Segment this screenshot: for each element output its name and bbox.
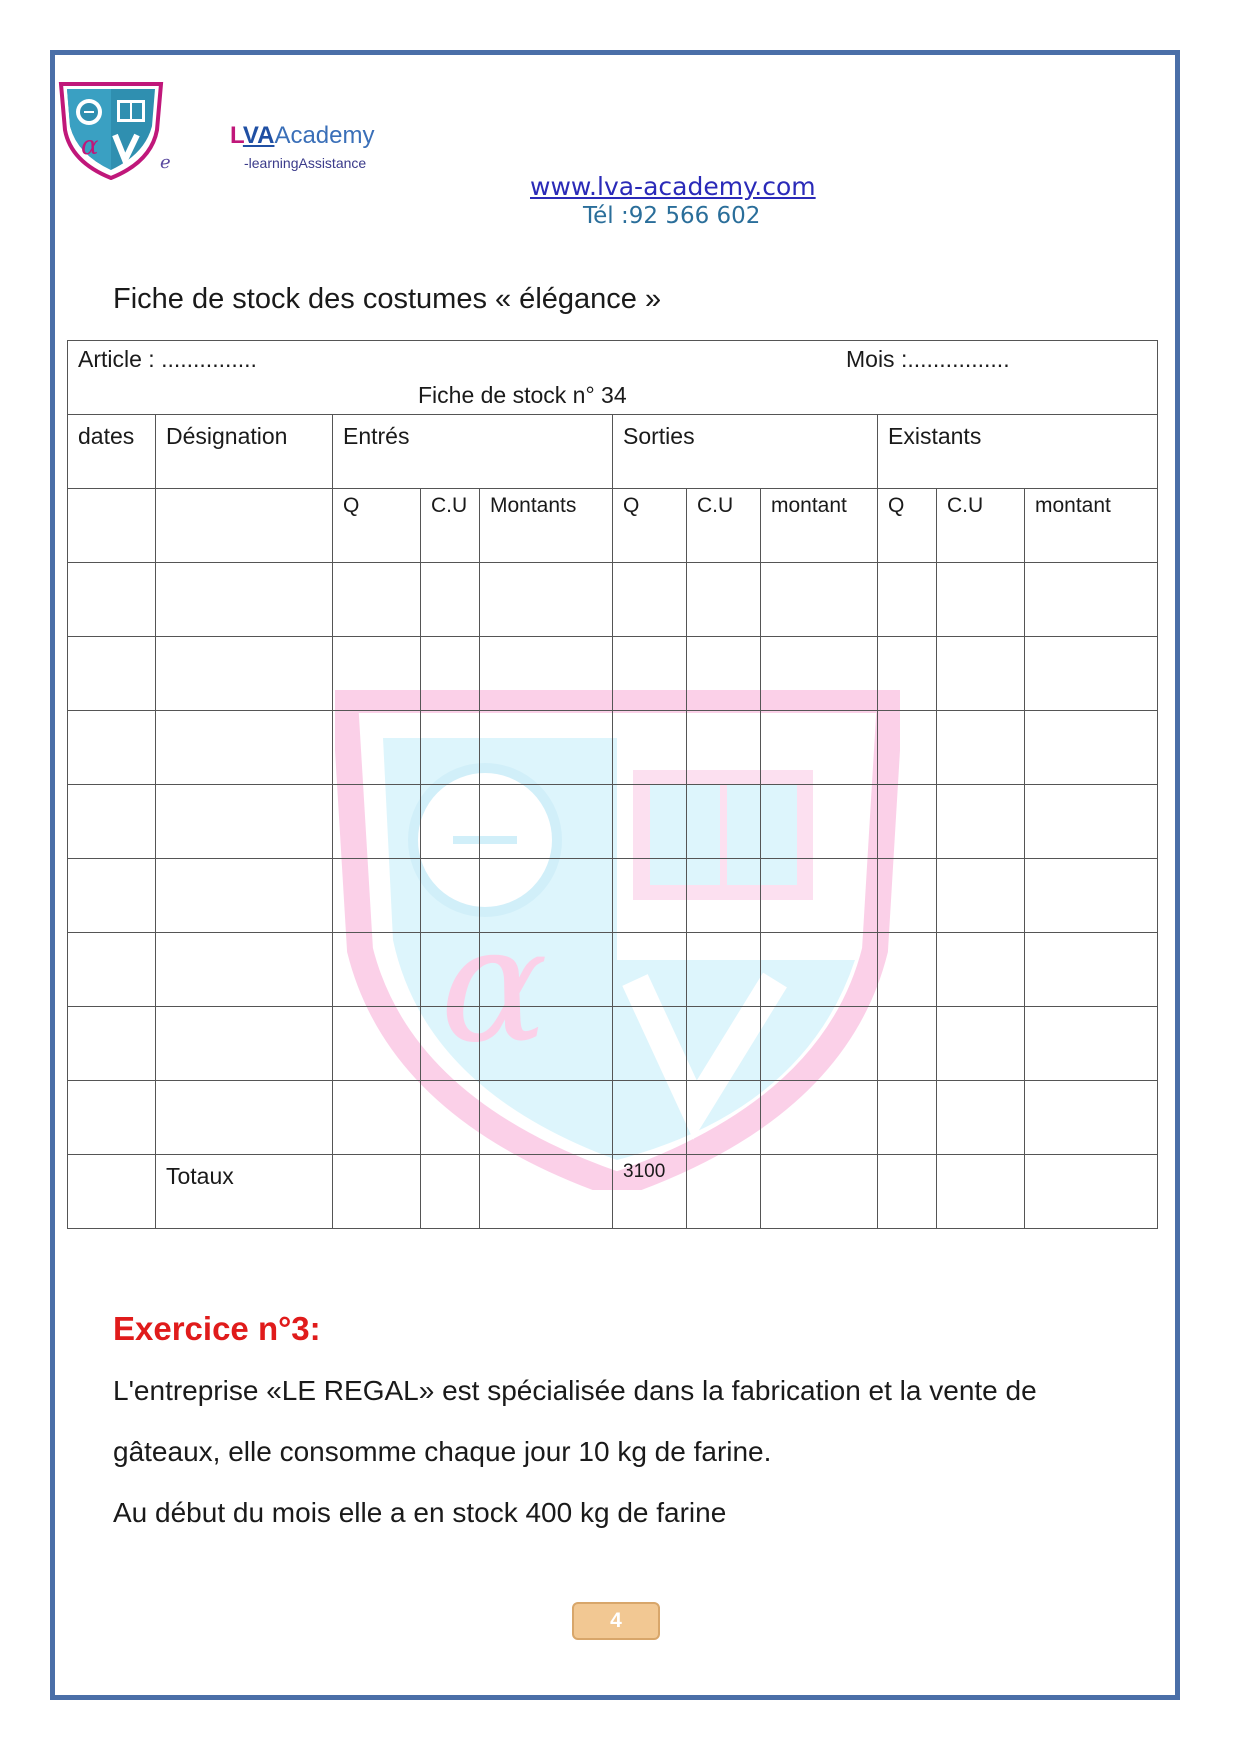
article-month-cell bbox=[68, 341, 1158, 415]
table-cell bbox=[687, 785, 761, 859]
table-cell bbox=[68, 1155, 156, 1229]
table-row bbox=[68, 1081, 1158, 1155]
table-cell bbox=[421, 1081, 480, 1155]
table-cell bbox=[687, 1007, 761, 1081]
table-cell bbox=[480, 563, 613, 637]
table-cell bbox=[937, 711, 1025, 785]
table-cell bbox=[156, 1081, 333, 1155]
table-cell bbox=[937, 1081, 1025, 1155]
table-header-row bbox=[68, 341, 1158, 415]
lva-academy-logo-icon bbox=[55, 80, 167, 180]
table-cell bbox=[613, 637, 687, 711]
table-cell bbox=[480, 785, 613, 859]
table-cell bbox=[1025, 711, 1158, 785]
exercise-line-3: Au début du mois elle a en stock 400 kg de farine bbox=[113, 1497, 727, 1528]
sorties-q-header: Q bbox=[613, 489, 687, 563]
stock-card-table bbox=[67, 340, 1158, 1229]
brand-academy: Academy bbox=[274, 122, 375, 149]
table-cell bbox=[333, 563, 421, 637]
table-cell bbox=[480, 711, 613, 785]
logo-letter-e: e bbox=[160, 152, 171, 173]
brand-tagline: -learningAssistance bbox=[244, 155, 367, 171]
table-body bbox=[68, 563, 1158, 1155]
svg-text:α: α bbox=[440, 891, 549, 1078]
table-cell bbox=[421, 785, 480, 859]
table-cell bbox=[333, 859, 421, 933]
table-cell bbox=[937, 1155, 1025, 1229]
table-cell bbox=[421, 859, 480, 933]
table-cell bbox=[761, 933, 878, 1007]
table-cell bbox=[68, 859, 156, 933]
table-cell bbox=[687, 1155, 761, 1229]
table-cell bbox=[333, 1155, 421, 1229]
table-cell bbox=[68, 563, 156, 637]
table-cell bbox=[421, 563, 480, 637]
table-cell bbox=[480, 1155, 613, 1229]
table-cell bbox=[68, 933, 156, 1007]
table-cell bbox=[761, 637, 878, 711]
table-cell bbox=[68, 1081, 156, 1155]
table-cell bbox=[761, 1155, 878, 1229]
table-cell bbox=[878, 1007, 937, 1081]
table-cell bbox=[156, 563, 333, 637]
table-cell bbox=[156, 859, 333, 933]
table-cell bbox=[937, 563, 1025, 637]
dates-header: dates bbox=[68, 415, 156, 489]
table-cell bbox=[480, 637, 613, 711]
table-cell bbox=[480, 1081, 613, 1155]
group-header-row bbox=[68, 415, 1158, 489]
table-cell bbox=[421, 933, 480, 1007]
table-cell bbox=[1025, 933, 1158, 1007]
table-row bbox=[68, 563, 1158, 637]
sorties-cu-header: C.U bbox=[687, 489, 761, 563]
table-cell bbox=[1025, 1007, 1158, 1081]
table-cell bbox=[333, 785, 421, 859]
table-cell bbox=[1025, 1081, 1158, 1155]
table-cell bbox=[687, 637, 761, 711]
table-cell bbox=[421, 711, 480, 785]
table-cell bbox=[761, 563, 878, 637]
table-cell bbox=[878, 563, 937, 637]
table-cell bbox=[156, 637, 333, 711]
table-cell bbox=[1025, 1155, 1158, 1229]
table-cell bbox=[333, 637, 421, 711]
table-cell bbox=[333, 1081, 421, 1155]
table-cell bbox=[1025, 785, 1158, 859]
totals-label: Totaux bbox=[156, 1155, 333, 1229]
table-cell bbox=[878, 859, 937, 933]
sorties-header: Sorties bbox=[613, 415, 878, 489]
table-cell bbox=[156, 711, 333, 785]
website-link[interactable]: www.lva-academy.com bbox=[530, 172, 816, 201]
sub-header-row bbox=[68, 489, 1158, 563]
existants-q-header: Q bbox=[878, 489, 937, 563]
exercise-line-2: gâteaux, elle consomme chaque jour 10 kg de farine. bbox=[113, 1436, 772, 1467]
table-cell bbox=[156, 933, 333, 1007]
existants-montant-header: montant bbox=[1025, 489, 1158, 563]
table-cell bbox=[480, 859, 613, 933]
table-cell bbox=[68, 1007, 156, 1081]
existants-header: Existants bbox=[878, 415, 1158, 489]
table-cell bbox=[1025, 859, 1158, 933]
svg-text:α: α bbox=[81, 131, 99, 161]
table-cell bbox=[613, 563, 687, 637]
page-number-badge: 4 bbox=[572, 1602, 660, 1640]
table-cell bbox=[937, 637, 1025, 711]
table-cell bbox=[937, 1007, 1025, 1081]
table-cell bbox=[937, 859, 1025, 933]
designation-header: Désignation bbox=[156, 415, 333, 489]
table-cell bbox=[878, 785, 937, 859]
table-cell bbox=[761, 711, 878, 785]
table-cell bbox=[333, 933, 421, 1007]
entres-cu-header: C.U bbox=[421, 489, 480, 563]
table-cell bbox=[761, 1081, 878, 1155]
table-cell bbox=[761, 859, 878, 933]
table-cell bbox=[68, 489, 156, 563]
stock-card-number: Fiche de stock n° 34 bbox=[418, 382, 627, 408]
table-cell bbox=[480, 933, 613, 1007]
table-row bbox=[68, 933, 1158, 1007]
table-cell bbox=[878, 711, 937, 785]
brand-name bbox=[230, 122, 375, 150]
table-cell bbox=[687, 711, 761, 785]
table-cell bbox=[480, 1007, 613, 1081]
document-title: Fiche de stock des costumes « élégance » bbox=[113, 283, 662, 315]
table-row bbox=[68, 637, 1158, 711]
table-cell bbox=[687, 933, 761, 1007]
table-cell bbox=[687, 859, 761, 933]
table-cell bbox=[421, 1007, 480, 1081]
table-cell bbox=[878, 1081, 937, 1155]
table-cell bbox=[1025, 637, 1158, 711]
table-row bbox=[68, 785, 1158, 859]
table-cell bbox=[156, 489, 333, 563]
brand-letters-va: VA bbox=[242, 122, 275, 149]
entres-q-header: Q bbox=[333, 489, 421, 563]
table-cell bbox=[613, 785, 687, 859]
table-cell bbox=[333, 1007, 421, 1081]
month-label: Mois :................ bbox=[846, 346, 1010, 372]
table-cell bbox=[613, 711, 687, 785]
table-row bbox=[68, 859, 1158, 933]
table-cell bbox=[878, 1155, 937, 1229]
article-label: Article : ............... bbox=[78, 346, 257, 372]
table-cell bbox=[761, 1007, 878, 1081]
existants-cu-header: C.U bbox=[937, 489, 1025, 563]
exercise-title: Exercice n°3: bbox=[113, 1310, 321, 1347]
phone-number: Tél :92 566 602 bbox=[583, 203, 761, 229]
table-cell bbox=[613, 933, 687, 1007]
table-cell bbox=[68, 637, 156, 711]
table-cell bbox=[156, 1007, 333, 1081]
table-row bbox=[68, 711, 1158, 785]
entres-montants-header: Montants bbox=[480, 489, 613, 563]
table-cell bbox=[878, 637, 937, 711]
exercise-line-1: L'entreprise «LE REGAL» est spécialisée dans la fabrication et la vente de bbox=[113, 1375, 1037, 1406]
table-cell bbox=[937, 785, 1025, 859]
totals-row bbox=[68, 1155, 1158, 1229]
entres-header: Entrés bbox=[333, 415, 613, 489]
table-cell bbox=[421, 637, 480, 711]
brand-letter-l: L bbox=[230, 122, 243, 149]
totals-sorties-q: 3100 bbox=[613, 1155, 687, 1229]
table-cell bbox=[68, 785, 156, 859]
table-cell bbox=[761, 785, 878, 859]
table-cell bbox=[156, 785, 333, 859]
table-cell bbox=[613, 1007, 687, 1081]
table-cell bbox=[687, 563, 761, 637]
table-cell bbox=[878, 933, 937, 1007]
table-cell bbox=[68, 711, 156, 785]
table-cell bbox=[937, 933, 1025, 1007]
table-cell bbox=[333, 711, 421, 785]
table-cell bbox=[421, 1155, 480, 1229]
table-row bbox=[68, 1007, 1158, 1081]
table-cell bbox=[613, 859, 687, 933]
table-cell bbox=[613, 1081, 687, 1155]
table-cell bbox=[1025, 563, 1158, 637]
sorties-montant-header: montant bbox=[761, 489, 878, 563]
table-cell bbox=[687, 1081, 761, 1155]
